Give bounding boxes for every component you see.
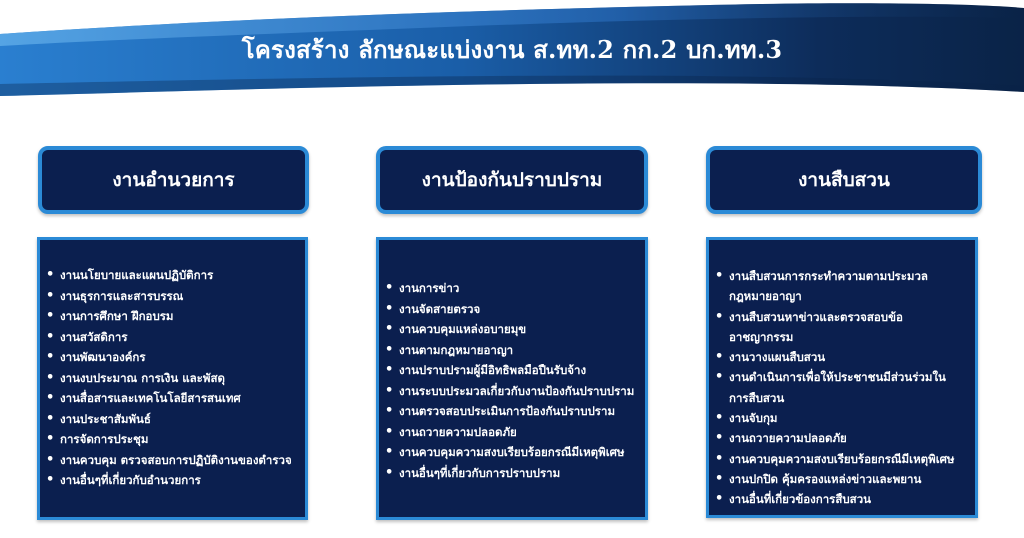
list-item: • งานอื่นที่เกี่ยวข้องการสืบสวน [713,489,963,509]
investigation-items [709,240,975,510]
list-item: • งานควบคุม ตรวจสอบการปฏิบัติงานของตำรวจ [44,450,299,471]
list-item: • งานดำเนินการเพื่อให้ประชาชนมีส่วนร่วมในการสืบสวน [713,367,963,408]
list-item: • งานวางแผนสืบสวน [713,347,963,367]
list-item: • งานการศึกษา ฝึกอบรม [44,306,299,327]
header-admin: งานอำนวยการ [38,146,309,214]
list-item: • งานสื่อสารและเทคโนโลยีสารสนเทศ [44,388,299,409]
prevention-items [379,240,645,483]
list-item: • งานจับกุม [713,408,963,428]
list-item: • งานอื่นๆที่เกี่ยวกับการปราบปราม [383,463,639,484]
list-item: • งานควบคุมแหล่งอบายมุข [383,319,639,340]
prevention-task-list [376,237,648,520]
list-item: • งานตรวจสอบประเมินการป้องกันปราบปราม [383,401,639,422]
list-item: • งานสืบสวนการกระทำความตามประมวลกฎหมายอาญา [713,266,963,307]
list-item: • งานอื่นๆที่เกี่ยวกับอำนวยการ [44,470,299,491]
list-item: • งานควบคุมความสงบเรียบร้อยกรณีมีเหตุพิเศษ [713,449,963,469]
investigation-task-list [706,237,978,518]
list-item: • งานถวายความปลอดภัย [713,428,963,448]
list-item: • งานสืบสวนหาข่าวและตรวจสอบข้ออาชญากรรม [713,307,963,348]
list-item: • งานควบคุมความสงบเรียบร้อยกรณีมีเหตุพิเศษ [383,442,639,463]
list-item: • งานระบบประมวลเกี่ยวกับงานป้องกันปราบปราม [383,381,639,402]
list-item: • งานงบประมาณ การเงิน และพัสดุ [44,368,299,389]
admin-task-list [37,237,308,520]
list-item: • งานจัดสายตรวจ [383,299,639,320]
list-item: • งานปราบปรามผู้มีอิทธิพลมือปืนรับจ้าง [383,360,639,381]
list-item: • งานปกปิด คุ้มครองแหล่งข่าวและพยาน [713,469,963,489]
header-investigation: งานสืบสวน [706,146,982,214]
page-title: โครงสร้าง ลักษณะแบ่งงาน ส.ทท.2 กก.2 บก.ทท.3 [241,35,783,64]
title-banner [0,0,1024,100]
list-item: • งานพัฒนาองค์กร [44,347,299,368]
list-item: • งานตามกฎหมายอาญา [383,340,639,361]
list-item: • งานการข่าว [383,278,639,299]
admin-items [40,240,305,491]
list-item: • งานธุรการและสารบรรณ [44,286,299,307]
list-item: • งานสวัสดิการ [44,327,299,348]
list-item: • การจัดการประชุม [44,429,299,450]
list-item: • งานประชาสัมพันธ์ [44,409,299,430]
header-prevention: งานป้องกันปราบปราม [376,146,648,214]
list-item: • งานนโยบายและแผนปฏิบัติการ [44,265,299,286]
list-item: • งานถวายความปลอดภัย [383,422,639,443]
